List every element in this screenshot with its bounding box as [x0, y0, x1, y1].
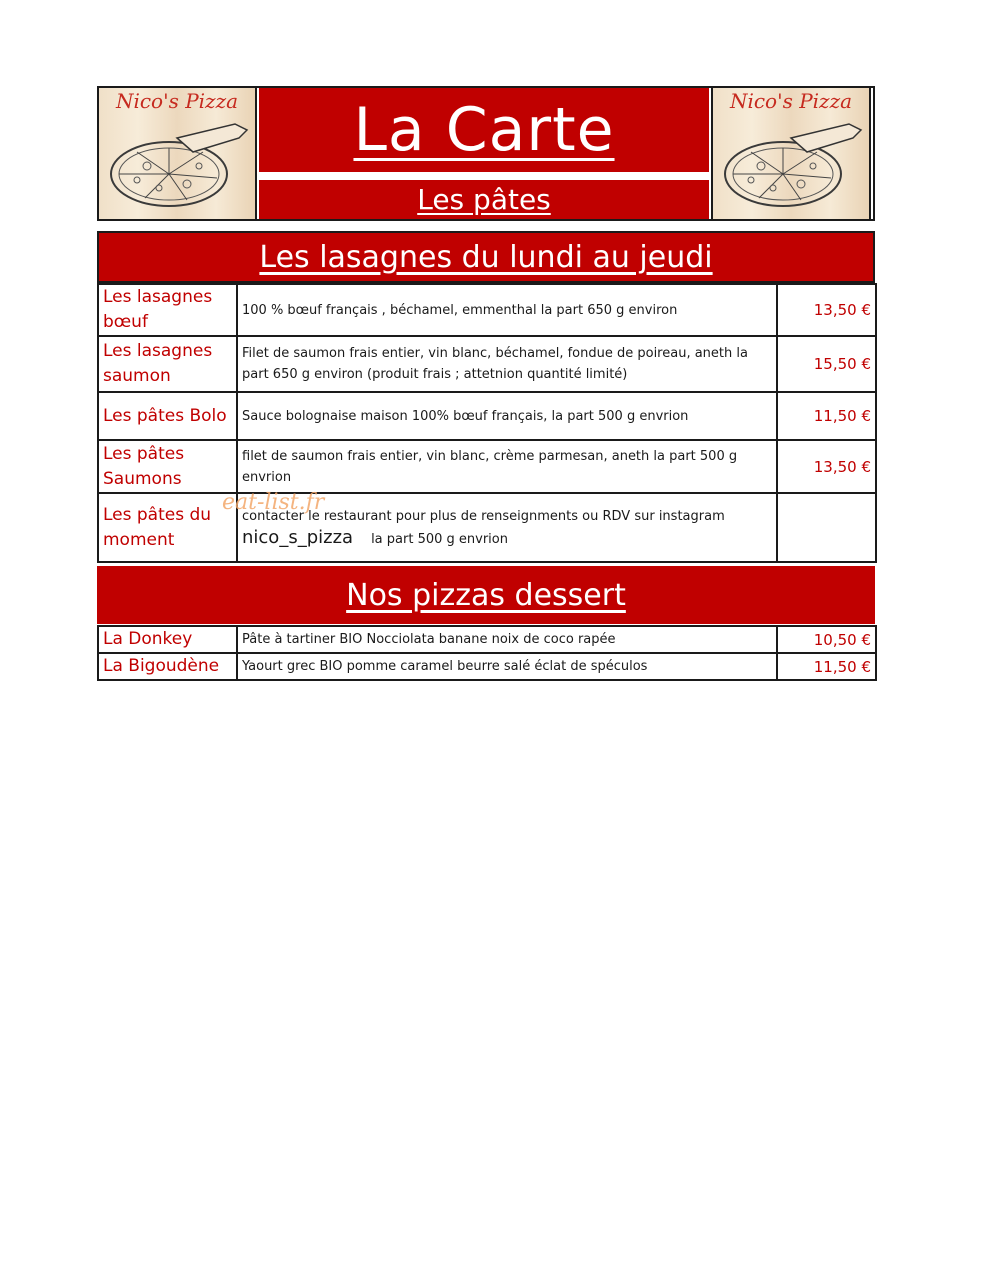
table-row — [98, 626, 876, 653]
dish-description: Sauce bolognaise maison 100% bœuf français, la part 500 g envrion — [237, 392, 777, 440]
dish-description: filet de saumon frais entier, vin blanc, crème parmesan, aneth la part 500 g envrion — [237, 440, 777, 493]
table-row — [98, 284, 876, 336]
dish-description-cell — [237, 493, 777, 562]
logo-left-text: Nico's Pizza — [115, 89, 239, 113]
dish-price: 13,50 € — [777, 440, 876, 493]
section-banner-dessert — [97, 566, 875, 624]
dish-name: Les lasagnes saumon — [98, 336, 237, 392]
dish-description: Yaourt grec BIO pomme caramel beurre salé éclat de spéculos — [237, 653, 777, 680]
pizza-sketch-icon — [107, 118, 251, 218]
dish-name: La Donkey — [98, 626, 237, 653]
pasta-table — [97, 283, 877, 563]
logo-left — [97, 86, 257, 221]
dish-description: contacter le restaurant pour plus de renseignments ou RDV sur instagram — [242, 508, 725, 524]
dish-description: 100 % bœuf français , béchamel, emmenthal la part 650 g environ — [237, 284, 777, 336]
dish-name: Les pâtes Bolo — [98, 392, 237, 440]
instagram-handle: nico_s_pizza — [242, 526, 354, 548]
dish-description: Pâte à tartiner BIO Nocciolata banane noix de coco rapée — [237, 626, 777, 653]
table-row — [98, 336, 876, 392]
logo-right-text: Nico's Pizza — [729, 89, 853, 113]
dish-name: Les lasagnes bœuf — [98, 284, 237, 336]
subtitle-banner — [259, 180, 709, 219]
dish-portion: la part 500 g envrion — [371, 531, 508, 547]
dish-name: La Bigoudène — [98, 653, 237, 680]
dish-name: Les pâtes Saumons — [98, 440, 237, 493]
table-row — [98, 440, 876, 493]
title-banner — [259, 88, 709, 172]
logo-right — [711, 86, 871, 221]
section-banner-pasta — [97, 231, 875, 283]
title-divider — [259, 172, 709, 180]
table-row — [98, 392, 876, 440]
section-title: Les lasagnes du lundi au jeudi — [259, 239, 713, 275]
dish-price: 10,50 € — [777, 626, 876, 653]
dish-price — [777, 493, 876, 562]
table-row — [98, 493, 876, 562]
dessert-table — [97, 625, 877, 681]
dish-price: 13,50 € — [777, 284, 876, 336]
dish-price: 11,50 € — [777, 653, 876, 680]
page-title: La Carte — [353, 95, 615, 165]
dish-price: 11,50 € — [777, 392, 876, 440]
page-subtitle: Les pâtes — [417, 183, 551, 216]
table-row — [98, 653, 876, 680]
dish-description: Filet de saumon frais entier, vin blanc, béchamel, fondue de poireau, aneth la part 650 g environ (produit frais ; attetnion quantité limité) — [237, 336, 777, 392]
pizza-sketch-icon — [721, 118, 865, 218]
dish-price: 15,50 € — [777, 336, 876, 392]
dish-name: Les pâtes du moment — [98, 493, 237, 562]
section-title: Nos pizzas dessert — [346, 577, 626, 613]
watermark: eat-list.fr — [222, 490, 325, 515]
